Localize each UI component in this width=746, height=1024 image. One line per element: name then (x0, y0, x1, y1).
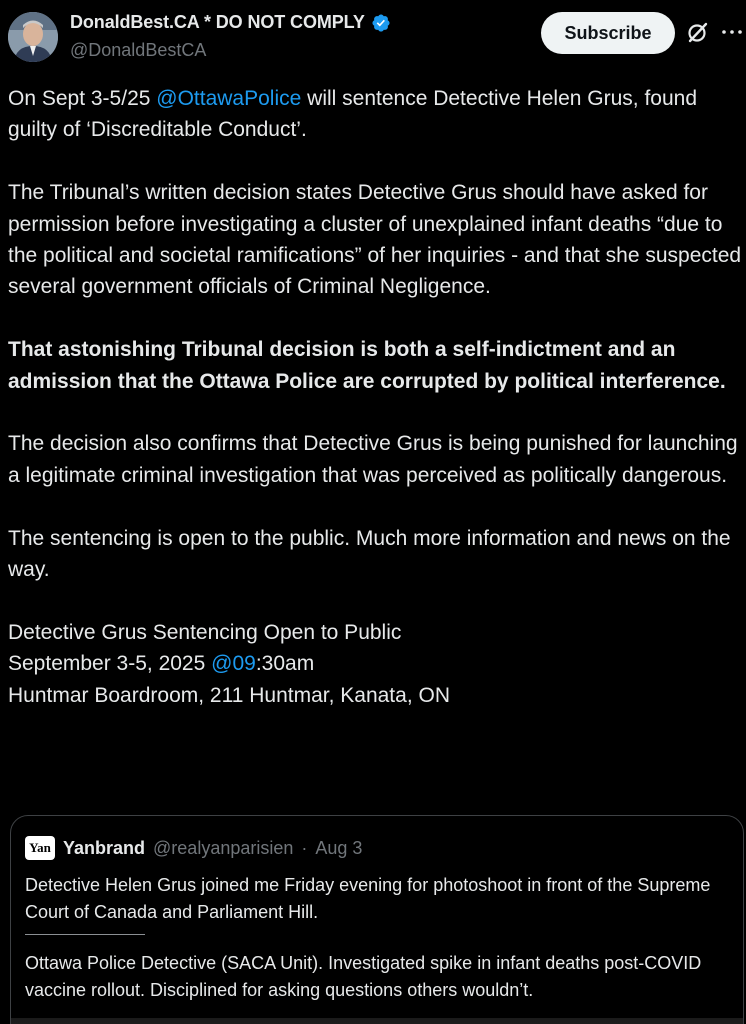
post-text-segment: will sentence Detective Helen Grus, found guilty of ‘Discreditable Conduct’. (8, 87, 698, 142)
post-paragraph-3: That astonishing Tribunal decision is both a self-indictment and an admission that the Ottawa Police are corrupted by political interference. (8, 338, 726, 393)
quoted-post-text-1: Detective Helen Grus joined me Friday evening for photoshoot in front of the Supreme Court of Canada and Parliament Hill. (25, 875, 711, 922)
quoted-post-media[interactable] (11, 1018, 744, 1024)
mention-ottawapolice-link[interactable]: @OttawaPolice (156, 87, 302, 110)
quoted-post-date[interactable]: Aug 3 (315, 837, 363, 858)
author-avatar[interactable] (8, 12, 58, 62)
post-text-segment: September 3-5, 2025 (8, 652, 212, 676)
quoted-author-name[interactable]: Yanbrand (63, 837, 146, 858)
event-date (8, 648, 744, 679)
post-paragraph-5: The sentencing is open to the public. Much more information and news on the way. (8, 526, 731, 582)
author-display-name[interactable]: DonaldBest.CA * DO NOT COMPLY (70, 12, 365, 32)
post-paragraph-2: The Tribunal’s written decision states Detective Grus should have asked for permission before investigating a cluster of unexplained infant deaths “due to the political and societal ramifications” of her inquiries - and that she suspected several government officials of Criminal Negligence. (8, 181, 742, 299)
grok-icon[interactable] (686, 20, 710, 44)
avatar-photo-icon (8, 12, 58, 62)
post-paragraph-4: The decision also confirms that Detective Grus is being punished for launching a legitimate criminal investigation that was perceived as politically dangerous. (8, 432, 738, 487)
quoted-divider (25, 934, 145, 935)
event-title: Detective Grus Sentencing Open to Public (8, 620, 402, 644)
verified-badge-icon (371, 13, 391, 33)
author-name-row (70, 12, 391, 33)
quoted-separator: · (301, 837, 308, 858)
quoted-post-text-2: Ottawa Police Detective (SACA Unit). Investigated spike in infant deaths post-COVID vaccine rollout. Disciplined for asking questions others wouldn’t. (25, 953, 702, 1000)
post-text-segment: On Sept 3-5/25 (8, 87, 157, 110)
event-location: Huntmar Boardroom, 211 Huntmar, Kanata, ON (8, 683, 450, 707)
author-handle[interactable]: @DonaldBestCA (70, 40, 207, 60)
post-header (0, 0, 746, 80)
quoted-post[interactable] (10, 815, 744, 1024)
mention-09-link[interactable]: @09 (211, 652, 256, 676)
quoted-author-avatar[interactable]: Yan (25, 836, 55, 860)
quoted-post-header (25, 836, 362, 860)
subscribe-button[interactable]: Subscribe (541, 12, 675, 54)
post-text-segment: :30am (255, 652, 315, 676)
post-body (8, 83, 744, 711)
more-options-icon[interactable] (720, 22, 744, 42)
post-paragraph-1 (8, 83, 744, 146)
quoted-author-handle[interactable]: @realyanparisien (153, 837, 294, 858)
